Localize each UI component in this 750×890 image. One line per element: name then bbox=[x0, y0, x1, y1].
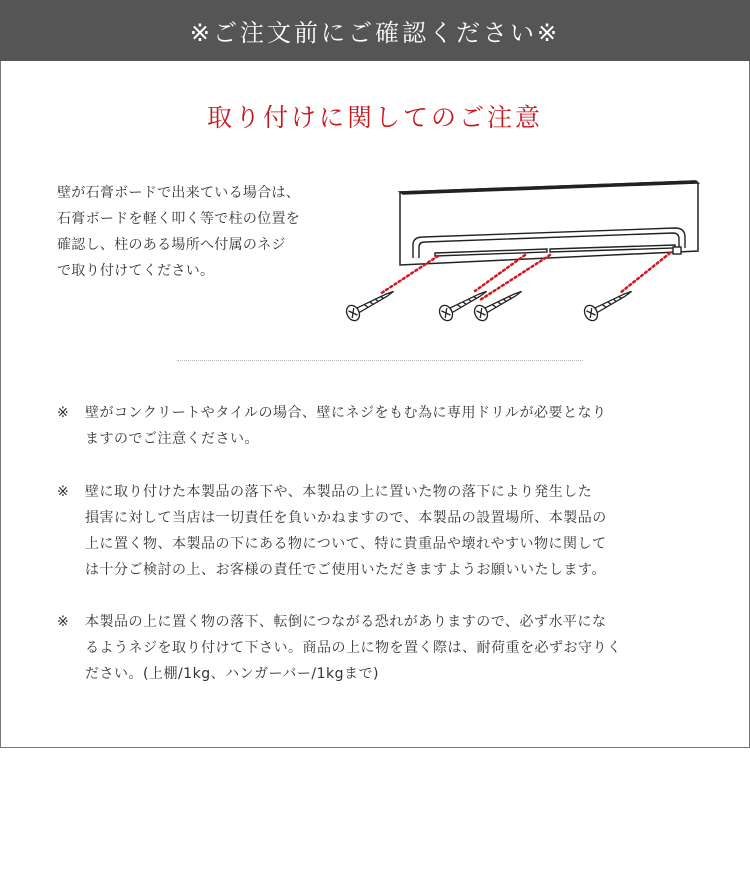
note-line: ますのでご注意ください。 bbox=[85, 431, 259, 447]
installation-illustration bbox=[335, 165, 715, 335]
screw-icon bbox=[472, 284, 525, 323]
note-body bbox=[85, 609, 710, 687]
notice-header-title: ※ご注文前にご確認ください※ bbox=[189, 19, 561, 47]
note-mark: ※ bbox=[57, 484, 69, 500]
note-body bbox=[85, 400, 710, 452]
note-line: るようネジを取り付けて下さい。商品の上に物を置く際は、耐荷重を必ずお守りく bbox=[85, 640, 622, 656]
note-mark: ※ bbox=[57, 405, 69, 421]
intro-line: 確認し、柱のある場所へ付属のネジ bbox=[57, 237, 286, 253]
screw-icon bbox=[582, 284, 635, 323]
intro-line: で取り付けてください。 bbox=[57, 263, 215, 279]
dotted-divider bbox=[177, 360, 583, 361]
notice-header bbox=[0, 0, 750, 61]
note-line: 本製品の上に置く物の落下、転倒につながる恐れがありますので、必ず水平にな bbox=[85, 614, 607, 630]
note-line: 損害に対して当店は一切責任を負いかねますので、本製品の設置場所、本製品の bbox=[85, 510, 607, 526]
intro-text bbox=[57, 180, 347, 284]
intro-line: 石膏ボードを軽く叩く等で柱の位置を bbox=[57, 211, 301, 227]
intro-line: 壁が石膏ボードで出来ている場合は、 bbox=[57, 185, 301, 201]
note-mark: ※ bbox=[57, 614, 69, 630]
screw-icon bbox=[344, 284, 397, 323]
note-body bbox=[85, 479, 710, 583]
note-line: ださい。(上棚/1kg、ハンガーバー/1kgまで) bbox=[85, 666, 379, 682]
note-line: 壁がコンクリートやタイルの場合、壁にネジをもむ為に専用ドリルが必要となり bbox=[85, 405, 607, 421]
section-title: 取り付けに関してのご注意 bbox=[206, 103, 543, 132]
note-line: 壁に取り付けた本製品の落下や、本製品の上に置いた物の落下により発生した bbox=[85, 484, 593, 500]
note-line: 上に置く物、本製品の下にある物について、特に貴重品や壊れやすい物に関して bbox=[85, 536, 607, 552]
note-line: は十分ご検討の上、お客様の責任でご使用いただきますようお願いいたします。 bbox=[85, 562, 606, 578]
